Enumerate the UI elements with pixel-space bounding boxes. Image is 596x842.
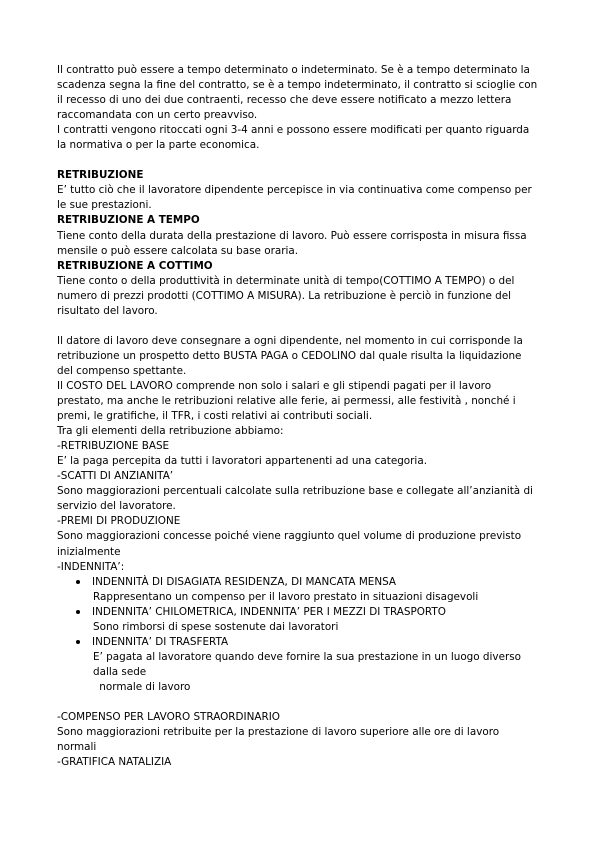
blank-line <box>57 319 539 334</box>
trasferta-extra: normale di lavoro <box>96 680 191 693</box>
paragraph-busta-paga: Il datore di lavoro deve consegnare a ogni dipendente, nel momento in cui corrisponde la retribuzione un prospetto detto BUSTA PAGA o CEDOLINO dal quale risulta la liquidazione del compenso spettante. <box>57 334 523 377</box>
blank-line <box>57 153 539 168</box>
paragraph-contratto: Il contratto può essere a tempo determinato o indeterminato. Se è a tempo determinato la scadenza segna la fine del contratto, se è a tempo indeterminato, il contratto si scioglie con il recesso di uno dei due contraenti, recesso che deve essere notificato a mezzo lettera raccomandata con un certo preavviso. <box>57 64 538 122</box>
bullet-title: INDENNITÀ DI DISAGIATA RESIDENZA, DI MANCATA MENSA <box>92 575 397 588</box>
indennita-list <box>57 575 539 680</box>
bullet-icon <box>76 640 80 644</box>
title-indennita: -INDENNITA’: <box>57 560 125 573</box>
text-straordinario: Sono maggiorazioni retribuite per la prestazione di lavoro superiore alle ore di lavoro normali <box>57 726 500 754</box>
title-gratifica-natalizia: -GRATIFICA NATALIZIA <box>57 756 172 769</box>
title-scatti-anzianita: -SCATTI DI ANZIANITA’ <box>57 470 174 483</box>
list-item <box>57 605 539 635</box>
heading-retribuzione-cottimo: RETRIBUZIONE A COTTIMO <box>57 259 213 272</box>
heading-retribuzione: RETRIBUZIONE <box>57 169 144 182</box>
bullet-desc: Sono rimborsi di spese sostenute dai lavoratori <box>93 620 339 633</box>
elementi-intro: Tra gli elementi della retribuzione abbiamo: <box>57 425 284 438</box>
text-retribuzione-tempo: Tiene conto della durata della prestazione di lavoro. Può essere corrisposta in misura fissa mensile o può essere calcolata su base oraria. <box>57 229 527 257</box>
bullet-title: INDENNITA’ CHILOMETRICA, INDENNITA’ PER I MEZZI DI TRASPORTO <box>92 605 446 618</box>
bullet-title: INDENNITA’ DI TRASFERTA <box>92 635 229 648</box>
text-scatti-anzianita: Sono maggiorazioni percentuali calcolate sulla retribuzione base e collegate all’anzianità di servizio del lavoratore. <box>57 485 533 513</box>
bullet-icon <box>76 610 80 614</box>
paragraph-rinnovo: I contratti vengono ritoccati ogni 3-4 anni e possono essere modificati per quanto riguarda la normativa o per la parte economica. <box>57 124 530 152</box>
bullet-desc: E’ pagata al lavoratore quando deve fornire la sua prestazione in un luogo diverso dalla sede <box>93 650 521 678</box>
bullet-desc: Rappresentano un compenso per il lavoro prestato in situazioni disagevoli <box>93 590 479 603</box>
text-retribuzione: E’ tutto ciò che il lavoratore dipendente percepisce in via continuativa come compenso per le sue prestazioni. <box>57 184 532 212</box>
list-item <box>57 635 539 680</box>
blank-line <box>57 695 539 710</box>
text-retribuzione-base: E’ la paga percepita da tutti i lavoratori appartenenti ad una categoria. <box>57 455 427 468</box>
title-premi-produzione: -PREMI DI PRODUZIONE <box>57 515 181 528</box>
title-retribuzione-base: -RETRIBUZIONE BASE <box>57 440 170 453</box>
bullet-icon <box>76 580 80 584</box>
title-straordinario: -COMPENSO PER LAVORO STRAORDINARIO <box>57 711 280 724</box>
document-body <box>57 63 539 770</box>
list-item <box>57 575 539 605</box>
text-retribuzione-cottimo: Tiene conto o della produttività in determinate unità di tempo(COTTIMO A TEMPO) o del numero di prezzi prodotti (COTTIMO A MISURA). La retribuzione è perciò in funzione del risultato del lavoro. <box>57 274 515 317</box>
text-premi-produzione: Sono maggiorazioni concesse poiché viene raggiunto quel volume di produzione previsto inizialmente <box>57 530 522 558</box>
paragraph-costo-lavoro: Il COSTO DEL LAVORO comprende non solo i salari e gli stipendi pagati per il lavoro prestato, ma anche le retribuzioni relative alle ferie, ai permessi, alle festività , nonché i premi, le gratifiche, il TFR, i costi relativi ai contributi sociali. <box>57 379 516 423</box>
heading-retribuzione-tempo: RETRIBUZIONE A TEMPO <box>57 214 200 227</box>
